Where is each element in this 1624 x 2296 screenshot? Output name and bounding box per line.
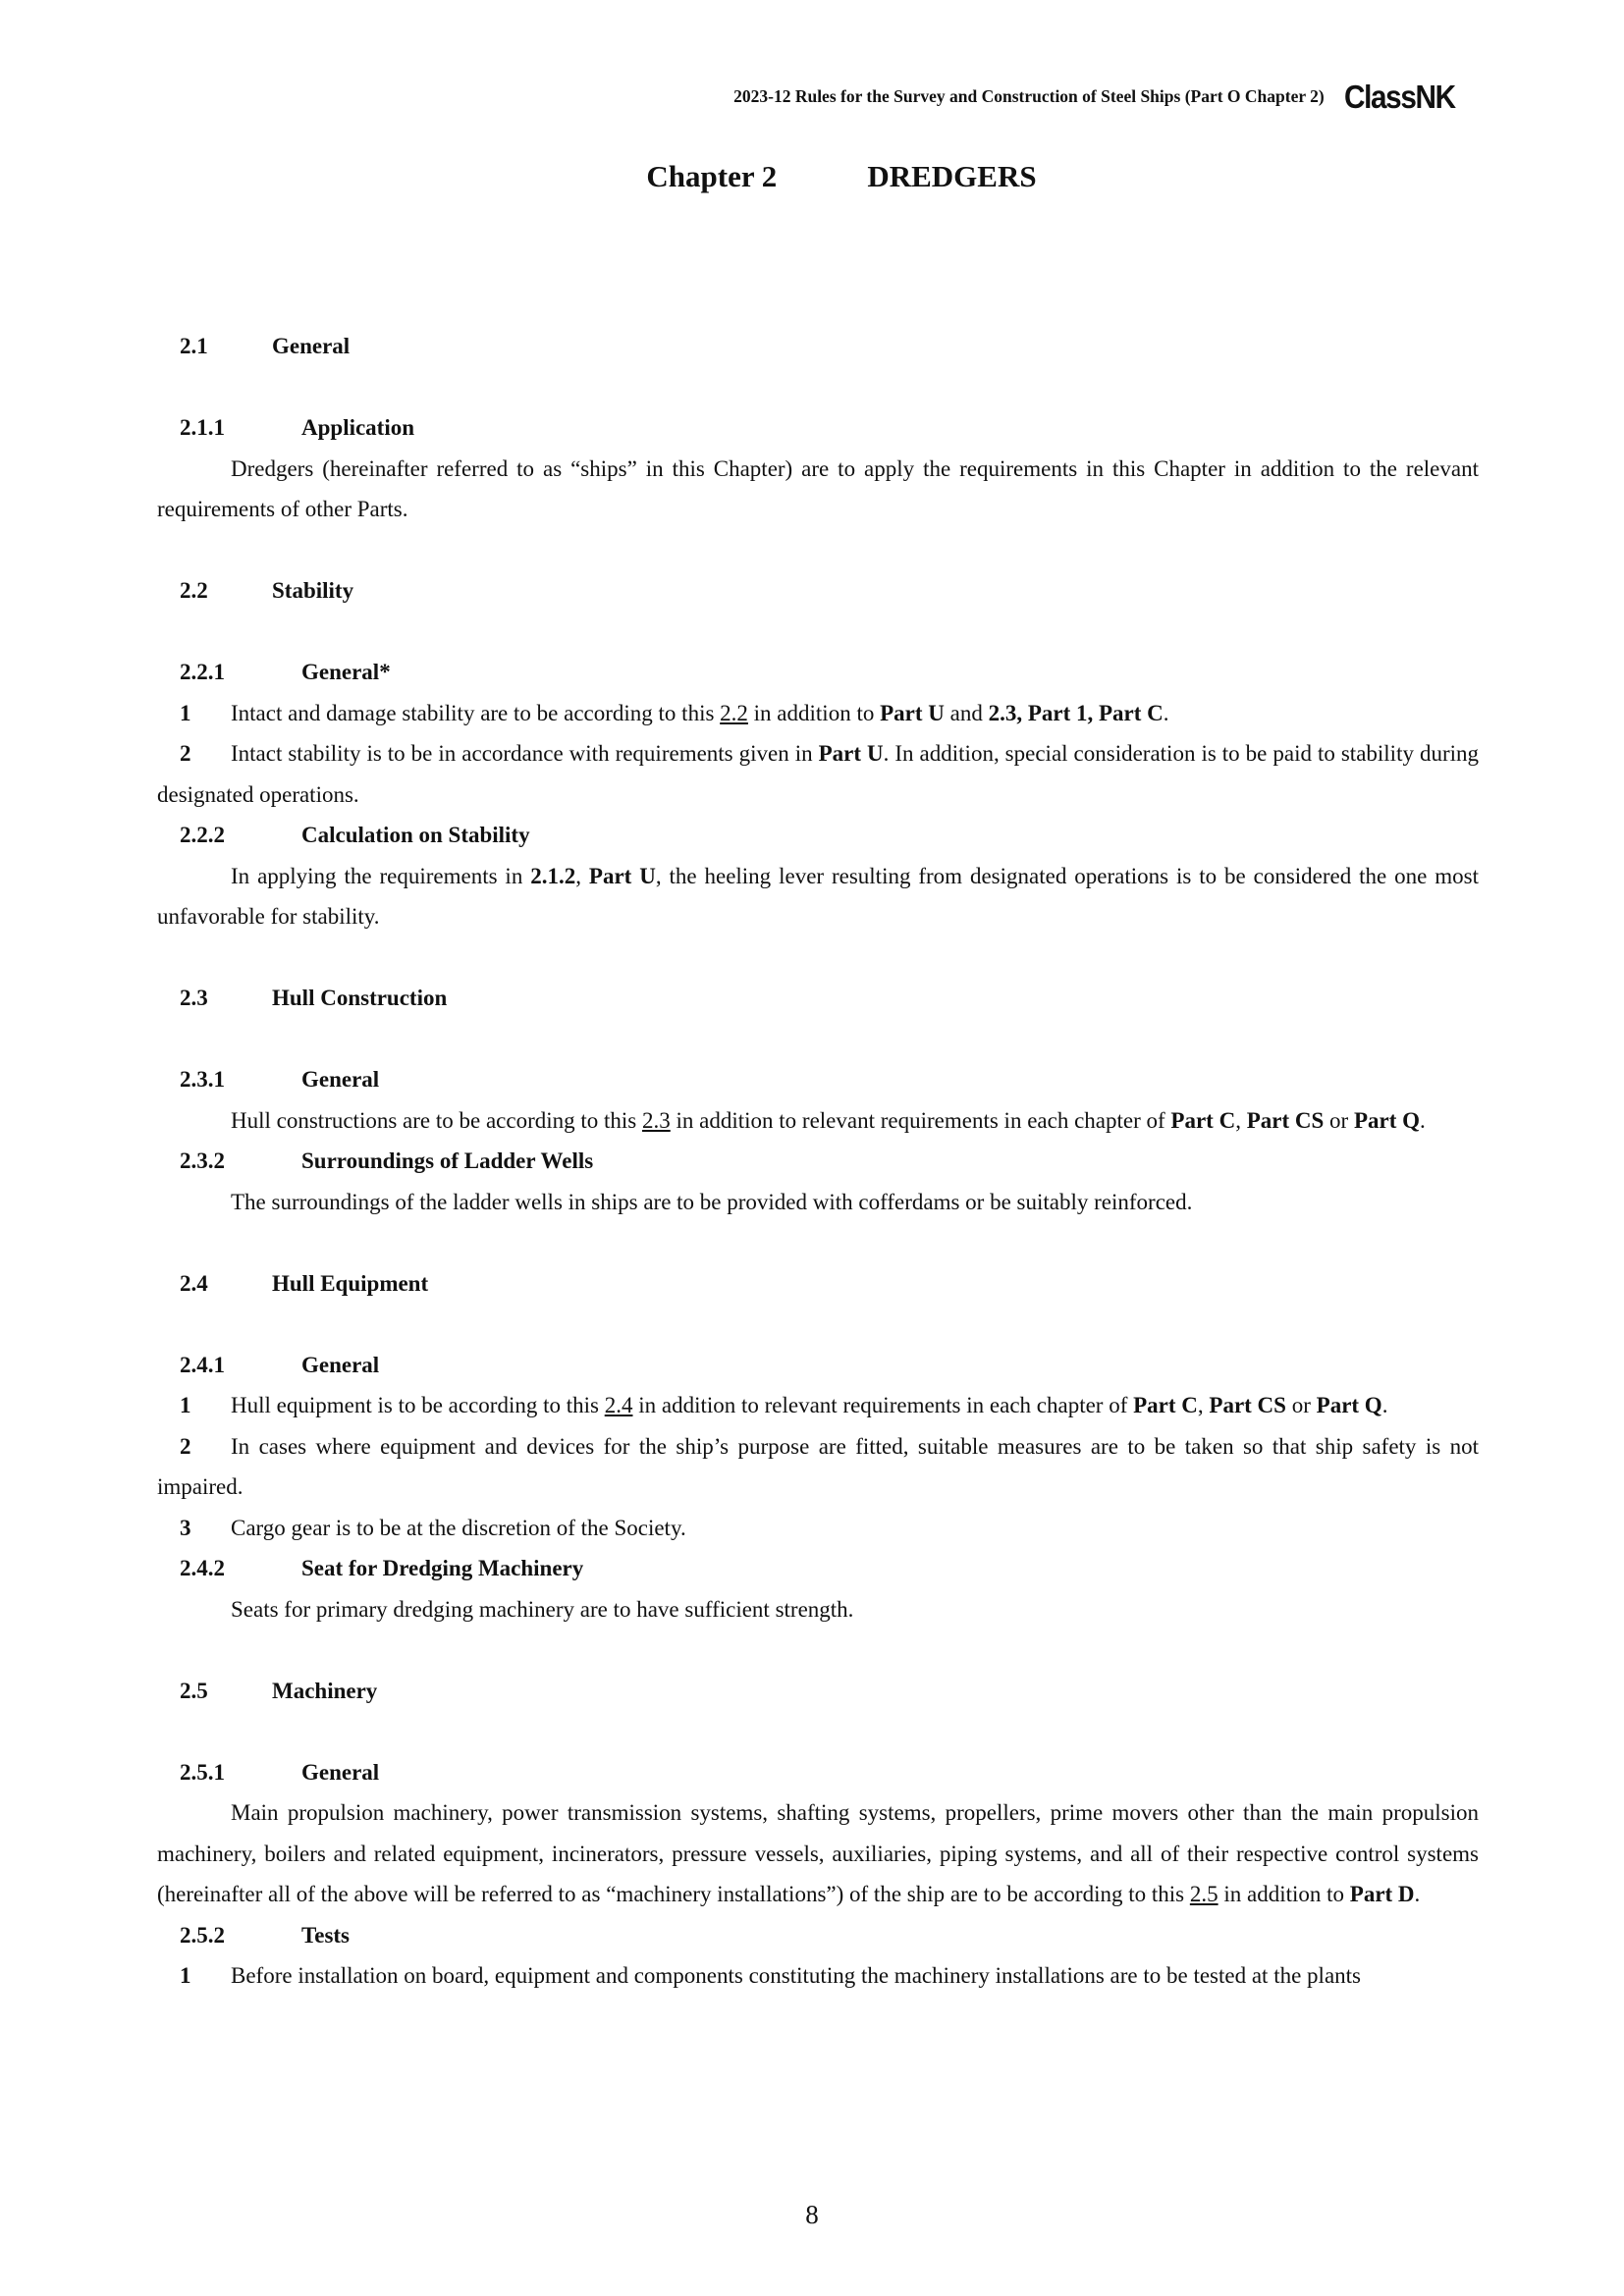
section-link-2-3[interactable]: 2.3: [642, 1107, 671, 1133]
page-number: 8: [805, 2200, 819, 2229]
document-body: [157, 326, 1479, 1997]
paragraph-2-3-2: The surroundings of the ladder wells in ships are to be provided with cofferdams or be suitably reinforced.: [231, 1189, 1193, 1214]
subsection-heading-2-2-2: 2.2.2 Calculation on Stability: [180, 823, 530, 847]
subsection-heading-2-5-1: 2.5.1 General: [180, 1759, 380, 1785]
section-link-2-2[interactable]: 2.2: [720, 700, 748, 725]
paragraph-2-1-1: Dredgers (hereinafter referred to as “ships” in this Chapter) are to apply the requirements in this Chapter in addition to the relevant requirements of other Parts.: [157, 455, 1479, 521]
section-heading-2-5: 2.5 Machinery: [180, 1678, 378, 1703]
subsection-heading-2-1-1: 2.1.1 Application: [180, 415, 415, 440]
subsection-heading-2-2-1: 2.2.1 General*: [180, 660, 391, 684]
subsection-heading-2-3-1: 2.3.1 General: [180, 1067, 380, 1092]
chapter-number: Chapter 2: [646, 159, 778, 193]
subsection-heading-2-4-1: 2.4.1 General: [180, 1352, 380, 1377]
subsection-heading-2-3-2: 2.3.2 Surroundings of Ladder Wells: [180, 1148, 594, 1173]
section-link-2-4[interactable]: 2.4: [604, 1393, 633, 1417]
item-2-4-1-3: 3 Cargo gear is to be at the discretion of the Society.: [180, 1515, 686, 1540]
section-heading-2-3: 2.3 Hull Construction: [180, 986, 448, 1010]
classnk-logo: ClassNK: [1343, 79, 1455, 116]
section-link-2-5[interactable]: 2.5: [1189, 1882, 1218, 1906]
subsection-heading-2-4-2: 2.4.2 Seat for Dredging Machinery: [180, 1556, 584, 1580]
section-heading-2-1: 2.1 General: [180, 334, 351, 358]
chapter-heading: [0, 157, 1624, 196]
item-2-5-2-1: 1 Before installation on board, equipment and components constituting the machinery installations are to be tested at the plants: [180, 1963, 1361, 1988]
running-title: 2023-12 Rules for the Survey and Construction of Steel Ships (Part O Chapter 2): [733, 86, 1325, 106]
paragraph-2-3-1: Hull constructions are to be according to this 2.3 in addition to relevant requirements in each chapter of Part C, Part CS or Part Q.: [231, 1107, 1426, 1133]
paragraph-2-2-2: In applying the requirements in 2.1.2, Part U, the heeling lever resulting from designated operations is to be considered the one most unfavorable for stability.: [157, 863, 1479, 929]
item-2-4-1-2: 2 In cases where equipment and devices for the ship’s purpose are fitted, suitable measures are to be taken so that ship safety is not impaired.: [157, 1433, 1479, 1499]
section-heading-2-2: 2.2 Stability: [180, 578, 354, 603]
item-2-2-1-1: 1 Intact and damage stability are to be according to this 2.2 in addition to Part U and 2.3, Part 1, Part C.: [180, 700, 1169, 725]
item-2-4-1-1: 1 Hull equipment is to be according to this 2.4 in addition to relevant requirements in each chapter of Part C, Part CS or Part Q.: [180, 1393, 1388, 1417]
page-header: [733, 77, 1467, 118]
chapter-title: DREDGERS: [867, 159, 1037, 193]
section-heading-2-4: 2.4 Hull Equipment: [180, 1270, 429, 1296]
item-2-2-1-2: 2 Intact stability is to be in accordance with requirements given in Part U. In addition, special consideration is to be paid to stability during designated operations.: [157, 741, 1480, 807]
paragraph-2-4-2: Seats for primary dredging machinery are to have sufficient strength.: [231, 1596, 854, 1622]
subsection-heading-2-5-2: 2.5.2 Tests: [180, 1922, 350, 1948]
paragraph-2-5-1: Main propulsion machinery, power transmission systems, shafting systems, propellers, prime movers other than the main propulsion machinery, boilers and related equipment, incinerators, pressure vessels, auxiliaries, piping systems, and all of their respective control systems (hereinafter all of the above will be referred to as “machinery installations”) of the ship are to be according to this 2.5 in addition to Part D.: [157, 1800, 1479, 1906]
